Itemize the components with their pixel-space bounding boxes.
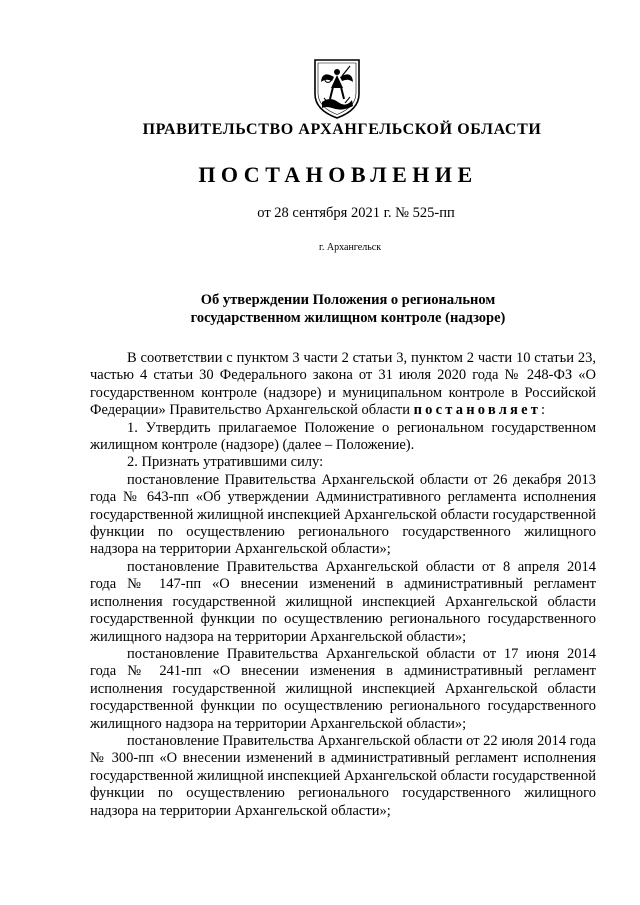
subject-line-2: государственном жилищном контроле (надзоре) (190, 309, 506, 326)
document-subject (28, 292, 640, 327)
item-1-paragraph: 1. Утвердить прилагаемое Положение о региональном государственном жилищном контроле (надзоре) (далее – Положение). (90, 419, 596, 454)
repeal-paragraph-4: постановление Правительства Архангельской области от 22 июля 2014 года № 300-пп «О внесении изменений в административный регламент исполнения государственной жилищной инспекцией Архангельской области государственной функции по осуществлению регионального государственного жилищного надзора на территории Архангельской области»; (90, 732, 596, 819)
document-type: ПОСТАНОВЛЕНИЕ (198, 162, 478, 187)
document-city: г. Архангельск (318, 242, 382, 253)
preamble-end: : (541, 402, 546, 419)
preamble-text: В соответствии с пунктом 3 части 2 статьи 3, пунктом 2 части 10 статьи 23, частью 4 статьи 30 Федерального закона от 31 июля 2020 года № 248-ФЗ «О государственном контроле (надзоре) и муниципальном контроле в Российской Федерации» Правительство Архангельской области (90, 350, 596, 419)
subject-line-1: Об утверждении Положения о региональном (200, 292, 496, 308)
preamble-paragraph (90, 350, 596, 420)
preamble-verb: постановляет (413, 402, 542, 419)
document-body (90, 350, 596, 820)
document-date-number: от 28 сентября 2021 г. № 525-пп (257, 205, 455, 221)
arkhangelsk-coat-of-arms-icon (312, 58, 362, 120)
item-2-paragraph: 2. Признать утратившими силу: (127, 454, 324, 471)
repeal-paragraph-1: постановление Правительства Архангельской области от 26 декабря 2013 года № 643-пп «Об утверждении Административного регламента исполнения государственной жилищной инспекцией Архангельской области государственной функции по осуществлению регионального государственного жилищного надзора на территории Архангельской области»; (90, 471, 596, 558)
repeal-paragraph-3: постановление Правительства Архангельской области от 17 июня 2014 года № 241-пп «О внесении изменения в административный регламент исполнения государственной жилищной инспекцией Архангельской области государственной функции по осуществлению регионального государственного жилищного надзора на территории Архангельской области»; (90, 645, 596, 732)
repeal-paragraph-2: постановление Правительства Архангельской области от 8 апреля 2014 года № 147-пп «О внесении изменений в административный регламент исполнения государственной жилищной инспекцией Архангельской области государственной функции по осуществлению регионального государственного жилищного надзора на территории Архангельской области»; (90, 558, 596, 645)
government-title: ПРАВИТЕЛЬСТВО АРХАНГЕЛЬСКОЙ ОБЛАСТИ (142, 121, 542, 138)
